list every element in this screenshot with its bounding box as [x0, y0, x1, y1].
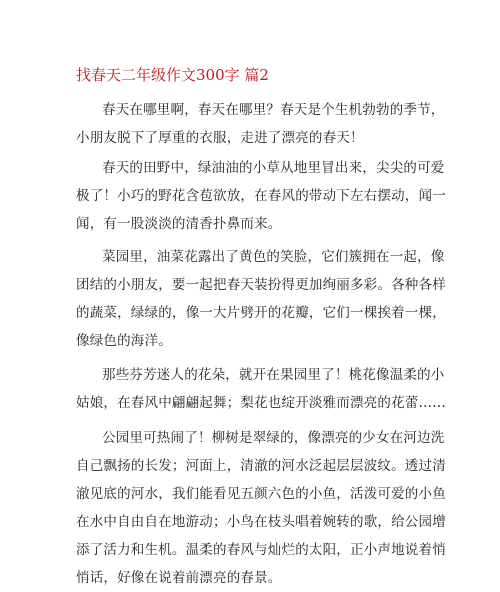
paragraph-line: 春天在哪里啊，春天在哪里？春天是个生机勃勃的季节，	[102, 102, 445, 118]
paragraph-line: 极了！小巧的野花含苞欲放，在春风的带动下左右摆动，闻一	[76, 188, 446, 204]
paragraph-line: 闻，有一股淡淡的清香扑鼻而来。	[76, 216, 282, 232]
paragraph-4	[76, 361, 446, 417]
paragraph-line: 澈见底的河水，我们能看见五颜六色的小鱼，活泼可爱的小鱼	[76, 486, 446, 502]
article-title: 找春天二年级作文300字 篇2	[76, 66, 269, 84]
paragraph-line: 姑娘，在春风中翩翩起舞；梨花也绽开淡雅而漂亮的花蕾……	[76, 395, 446, 411]
paragraph-line: 小朋友脱下了厚重的衣服，走进了漂亮的春天！	[76, 130, 364, 146]
paragraph-line: 悄话，好像在说着前漂亮的春景。	[76, 570, 282, 586]
paragraph-line: 那些芬芳迷人的花朵，就开在果园里了！桃花像温柔的小	[102, 367, 445, 383]
paragraph-1	[76, 96, 445, 152]
paragraph-line: 像绿色的海洋。	[76, 333, 172, 349]
paragraph-line: 公园里可热闹了！柳树是翠绿的，像漂亮的少女在河边洗	[102, 430, 445, 446]
paragraph-line: 在水中自由自在地游动；小鸟在枝头唱着婉转的歌，给公园增	[76, 514, 446, 530]
paragraph-line: 的蔬菜，绿绿的，像一大片劈开的花瓣，它们一棵挨着一棵，	[76, 305, 446, 321]
paragraph-line: 菜园里，油菜花露出了黄色的笑脸，它们簇拥在一起，像	[102, 249, 445, 265]
paragraph-line: 团结的小朋友，要一起把春天装扮得更加绚丽多彩。各种各样	[76, 277, 446, 293]
paragraph-2	[76, 154, 446, 238]
paragraph-3	[76, 243, 446, 355]
paragraph-line: 自己飘扬的长发；河面上，清澈的河水泛起层层波纹。透过清	[76, 458, 446, 474]
paragraph-line: 添了活力和生机。温柔的春风与灿烂的太阳，正小声地说着悄	[76, 542, 446, 558]
paragraph-5	[76, 424, 446, 592]
paragraph-line: 春天的田野中，绿油油的小草从地里冒出来，尖尖的可爱	[102, 160, 445, 176]
